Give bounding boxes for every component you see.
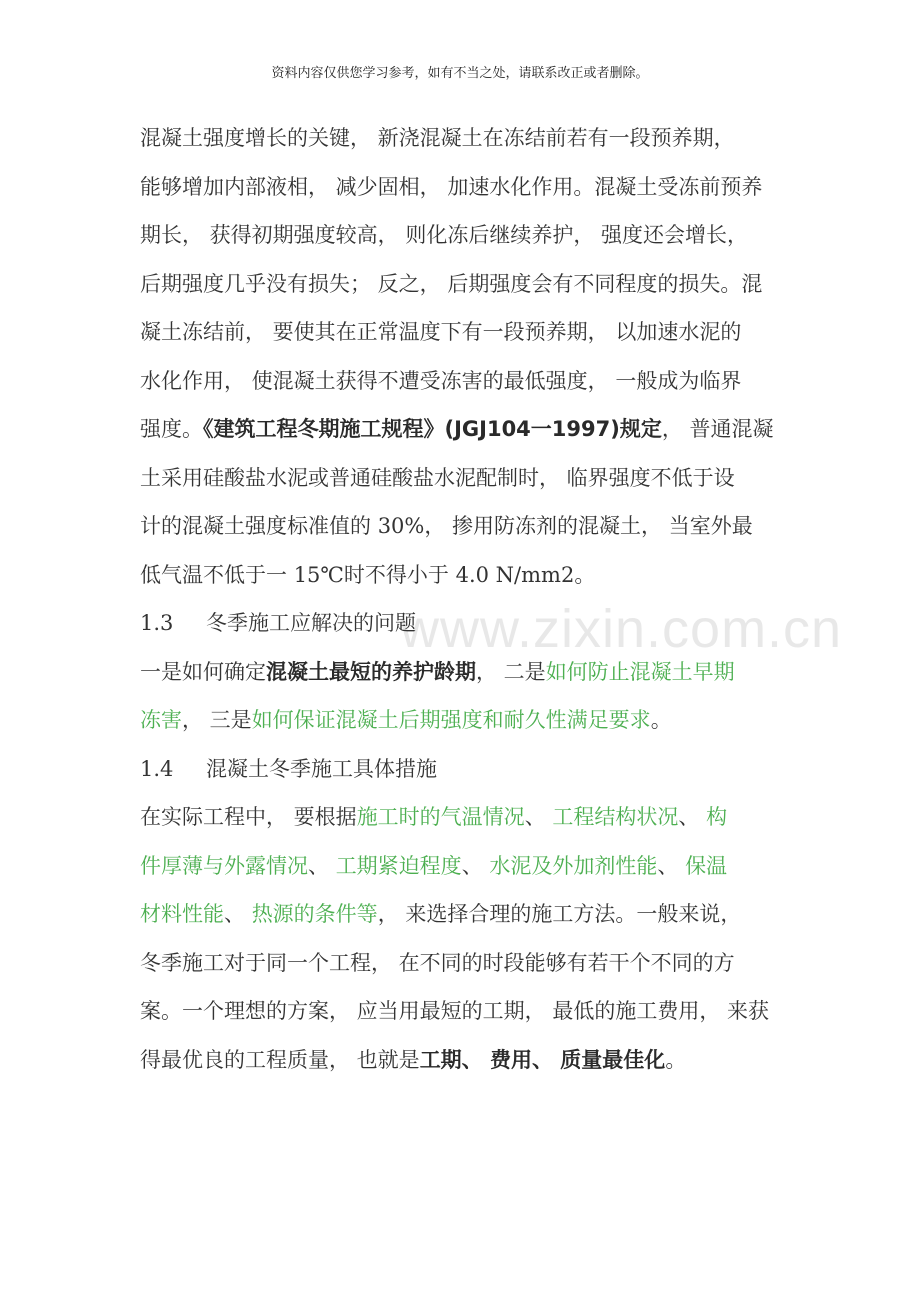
text-run: 、 xyxy=(308,853,336,878)
highlighted-text: 水泥及外加剂性能 xyxy=(489,853,658,878)
text-run: 计的混凝土强度标准值的 xyxy=(140,514,378,538)
emphasis-text: 混凝土最短的养护龄期 xyxy=(266,659,476,684)
highlighted-text: 材料性能 xyxy=(140,902,224,926)
text-run: 低气温不低于一 xyxy=(140,562,294,587)
document-body xyxy=(140,114,785,1084)
text-run: ， 掺用防冻剂的混凝土， 当室外最 xyxy=(424,514,753,538)
paragraph-line xyxy=(140,405,785,454)
text-run: 得最优良的工程质量， 也就是 xyxy=(140,1047,420,1072)
text-run: 。 xyxy=(574,562,596,587)
paragraph-line xyxy=(140,793,785,842)
text-run: 、 xyxy=(461,853,490,878)
paragraph-line: 冬季施工对于同一个工程， 在不同的时段能够有若干个不同的方 xyxy=(140,950,735,975)
paragraph-line: 能够增加内部液相， 减少固相， 加速水化作用。混凝土受冻前预养 xyxy=(140,174,763,199)
paragraph-line: 土采用硅酸盐水泥或普通硅酸盐水泥配制时， 临界强度不低于设 xyxy=(140,465,735,490)
highlighted-text: 件厚薄与外露情况 xyxy=(140,853,308,878)
paragraph-line: 水化作用， 使混凝土获得不遭受冻害的最低强度， 一般成为临界 xyxy=(140,368,742,393)
text-run: ， 来选择合理的施工方法。一般来说， xyxy=(377,902,742,926)
highlighted-text: 如何防止混凝土早期 xyxy=(545,659,735,684)
text-run: ， 二是 xyxy=(476,659,546,684)
text-run: ， 普通混凝 xyxy=(661,417,774,441)
text-run: 、 xyxy=(678,805,707,829)
highlighted-text: 施工时的气温情况 xyxy=(356,805,525,829)
watermark: www.zixin.com.cn xyxy=(400,599,843,659)
strength-value: 4.0 N/mm2 xyxy=(455,562,575,587)
paragraph-line xyxy=(140,890,785,939)
percent-value: 30% xyxy=(377,514,425,538)
section-title: 冬季施工应解决的问题 xyxy=(206,611,416,635)
paragraph-line: 混凝土强度增长的关键， 新浇混凝土在冻结前若有一段预养期， xyxy=(140,126,735,150)
text-run: 在实际工程中， 要根据 xyxy=(140,805,357,829)
highlighted-text: 如何保证混凝土后期强度和耐久性满足要求 xyxy=(251,708,651,732)
text-run: 。 xyxy=(665,1047,687,1072)
highlighted-text: 工程结构状况 xyxy=(552,805,679,829)
text-run: 、 xyxy=(224,902,252,926)
text-run: 。 xyxy=(650,708,672,732)
paragraph-line xyxy=(140,502,785,551)
section-number: 1.4 xyxy=(140,756,174,781)
paragraph-line: 凝土冻结前， 要使其在正常温度下有一段预养期， 以加速水泥的 xyxy=(140,320,742,344)
highlighted-text: 工期紧迫程度 xyxy=(335,853,462,878)
emphasis-text: 工期、 费用、 质量最佳化 xyxy=(419,1047,666,1072)
highlighted-text: 热源的条件等 xyxy=(251,902,378,926)
highlighted-text: 构 xyxy=(706,805,728,829)
section-heading-1-4 xyxy=(140,745,785,794)
paragraph-line: 后期强度几乎没有损失； 反之， 后期强度会有不同程度的损失。混 xyxy=(140,271,763,296)
paragraph-line xyxy=(140,696,785,745)
paragraph-line xyxy=(140,551,785,600)
highlighted-text: 冻害 xyxy=(140,708,182,732)
text-run: 、 xyxy=(524,805,553,829)
paragraph-line: 案。一个理想的方案， 应当用最短的工期， 最低的施工费用， 来获 xyxy=(140,999,770,1023)
text-run: ， 三是 xyxy=(182,708,252,732)
section-heading-1-3 xyxy=(140,599,785,648)
text-run: 、 xyxy=(657,853,686,878)
page-header-notice: 资料内容仅供您学习参考，如有不当之处，请联系改正或者删除。 xyxy=(271,66,649,81)
text-run: 一是如何确定 xyxy=(140,659,266,684)
paragraph-line xyxy=(140,648,785,697)
regulation-reference: 《建筑工程冬期施工规程》(JGJ104一1997)规定 xyxy=(203,417,662,441)
text-run: 时不得小于 xyxy=(343,562,456,587)
section-number: 1.3 xyxy=(140,611,174,635)
highlighted-text: 保温 xyxy=(685,853,728,878)
text-run: 强度。 xyxy=(140,417,203,441)
paragraph-line xyxy=(140,1036,785,1085)
paragraph-line xyxy=(140,842,785,891)
section-title: 混凝土冬季施工具体措施 xyxy=(206,756,437,781)
temperature-value: 15℃ xyxy=(293,562,344,587)
paragraph-line: 期长， 获得初期强度较高， 则化冻后继续养护， 强度还会增长， xyxy=(140,223,749,247)
